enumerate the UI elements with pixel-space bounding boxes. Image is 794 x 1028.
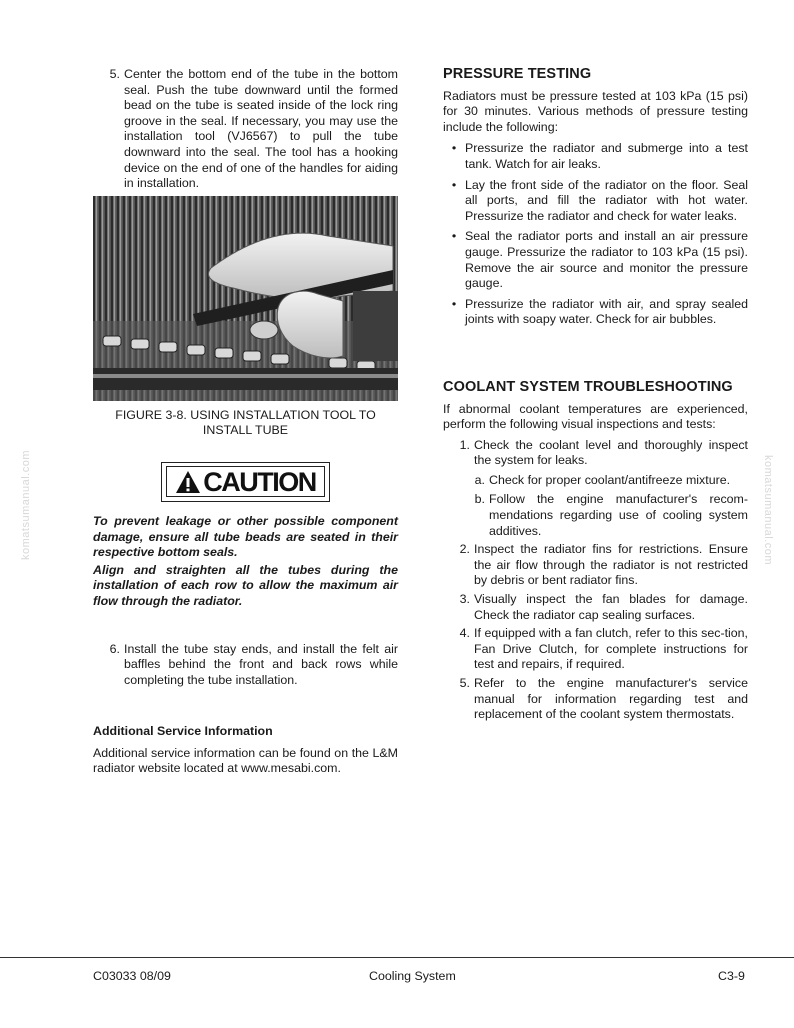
step-number: 5. [109, 67, 120, 81]
photo-illustration [93, 196, 398, 401]
footer-divider [0, 957, 794, 958]
troubleshooting-intro: If abnormal coolant temperatures are experienced, perform the following visual inspections and tests: [443, 401, 748, 432]
footer-doc-code: C03033 08/09 [93, 969, 171, 983]
step-5-install [93, 67, 398, 192]
installation-tool-photo [93, 196, 398, 401]
footer-section: Cooling System [369, 969, 456, 983]
left-column [93, 67, 398, 777]
warning-triangle-icon [175, 470, 201, 494]
trouble-step-4: 4. If equipped with a fan clutch, refer to this sec-tion, Fan Drive Clutch, for complete instructions for test and repairs, if required. [459, 626, 748, 672]
caution-label-box [161, 462, 330, 502]
trouble-step-1b: b. Follow the engine manufacturer's recom-mendations regarding use of cooling system additives. [474, 492, 748, 538]
caution-text-2: Align and straighten all the tubes during the installation of each row to allow the maximum air flow through the radiator. [93, 562, 398, 608]
additional-service-text: Additional service information can be found on the L&M radiator website located at www.mesabi.com. [93, 745, 398, 776]
caution-text-1: To prevent leakage or other possible component damage, ensure all tube beads are seated in their respective bottom seals. [93, 513, 398, 560]
pressure-methods-list [443, 141, 748, 328]
list-item: • Lay the front side of the radiator on the floor. Seal all ports, and fill the radiator with hot water. Pressurize the radiator and check for water leaks. [451, 177, 748, 223]
step-text: Center the bottom end of the tube in the bottom seal. Push the tube downward until the formed bead on the tube is seated inside of the lock ring groove in the seal. If necessary, you may use the installation tool (VJ6567) to pull the tube downward into the seal. The tool has a hooking device on the end of one of the handles for aiding in installation. [124, 67, 398, 191]
trouble-step-3: 3. Visually inspect the fan blades for damage. Check the radiator cap sealing surfaces. [459, 592, 748, 622]
watermark-left: komatsumanual.com [20, 450, 32, 560]
pressure-testing-intro: Radiators must be pressure tested at 103 kPa (15 psi) for 30 minutes. Various methods of pressure testing include the following: [443, 88, 748, 134]
step-6-install [93, 642, 398, 689]
list-item: • Seal the radiator ports and install an air pressure gauge. Pressurize the radiator to 103 kPa (15 psi). Remove the air source and monitor the pressure gauge. [451, 229, 748, 291]
troubleshooting-heading: COOLANT SYSTEM TROUBLESHOOTING [443, 378, 733, 395]
caution-word: CAUTION [203, 466, 316, 497]
step-number: 6. [109, 641, 120, 656]
trouble-step-2: 2. Inspect the radiator fins for restrictions. Ensure the air flow through the radiator is not restricted by debris or bent radiator fins. [459, 542, 748, 588]
step-text: Install the tube stay ends, and install the felt air baffles behind the front and back rows while completing the tube installation. [124, 641, 398, 687]
right-column [443, 67, 748, 726]
list-item: • Pressurize the radiator with air, and spray sealed joints with soapy water. Check for air bubbles. [451, 296, 748, 327]
watermark-right: komatsumanual.com [762, 455, 774, 565]
additional-service-heading: Additional Service Information [93, 724, 273, 739]
trouble-step-1a: a. Check for proper coolant/antifreeze mixture. [474, 472, 731, 487]
troubleshooting-steps [443, 438, 748, 723]
pressure-testing-heading: PRESSURE TESTING [443, 66, 592, 82]
trouble-step-1: 1. Check the coolant level and thoroughly inspect the system for leaks. [459, 437, 748, 468]
trouble-step-5: 5. Refer to the engine manufacturer's service manual for information regarding test and replacement of the coolant system thermostats. [459, 676, 748, 722]
caution-label [166, 466, 325, 497]
list-item: • Pressurize the radiator and submerge into a test tank. Watch for air leaks. [451, 141, 748, 171]
footer-page-number: C3-9 [718, 969, 745, 983]
figure-caption: FIGURE 3-8. USING INSTALLATION TOOL TO INSTALL TUBE [115, 407, 376, 438]
